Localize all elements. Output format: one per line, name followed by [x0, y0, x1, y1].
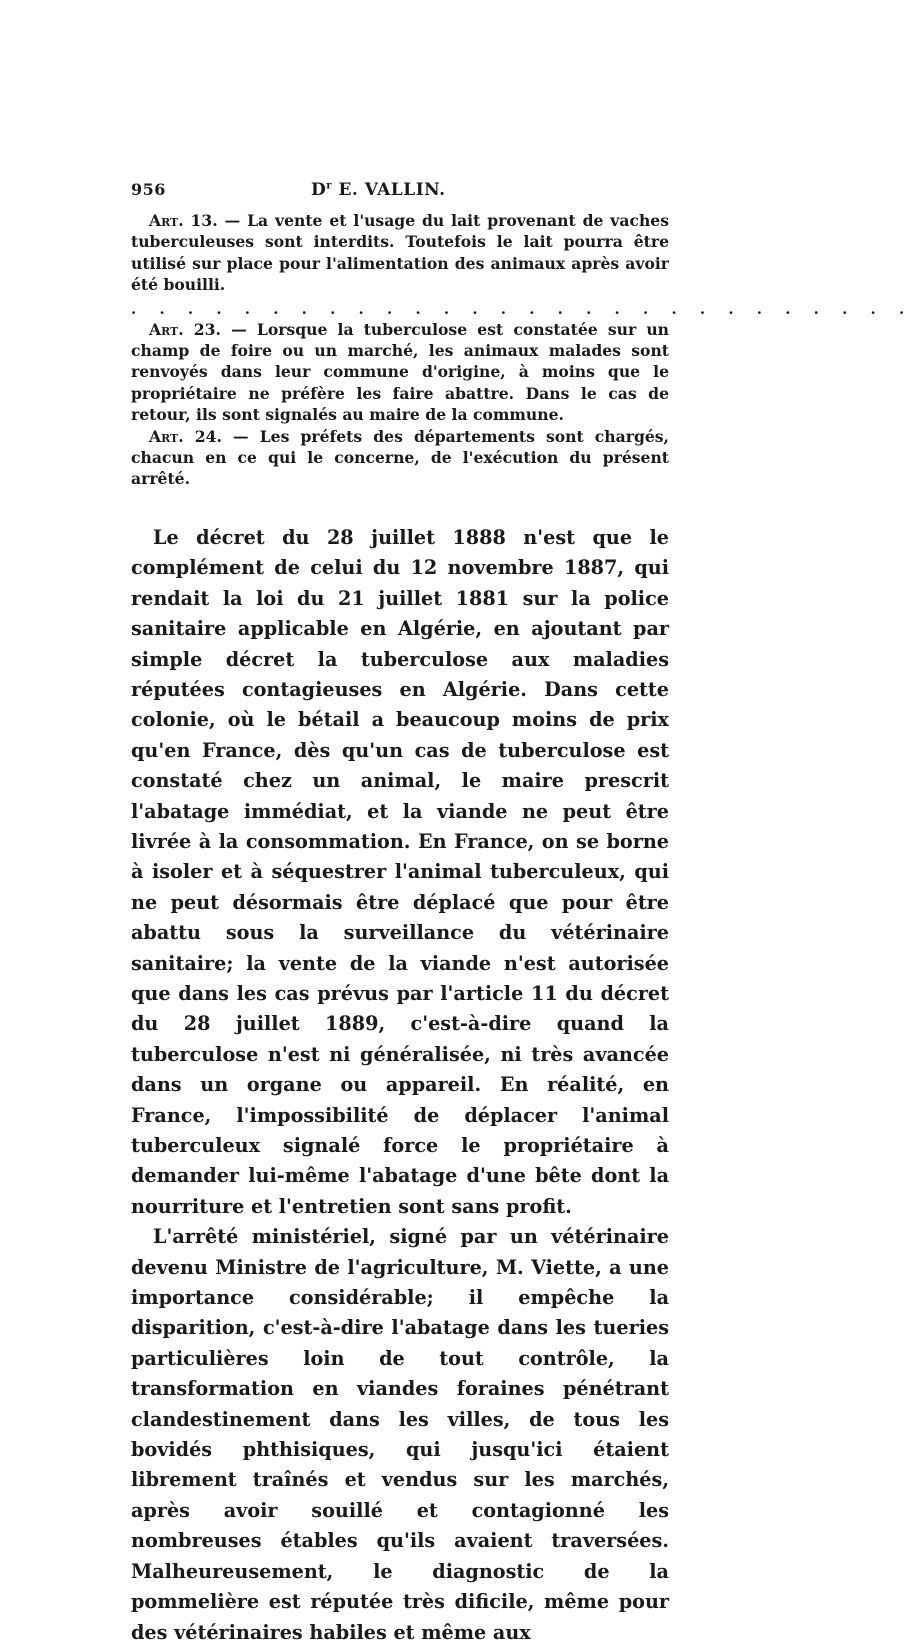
article-text: — La vente et l'usage du lait provenant de vaches tuberculeuses sont interdits. Toutefois le lait pourra être utilisé sur place pour l'alimentation des animaux après avoir été bouilli. [131, 211, 669, 295]
article-23 [131, 319, 669, 426]
article-label: Art. 24. [149, 426, 222, 446]
author-prefix: D [311, 180, 327, 200]
article-label: Art. 13. [149, 211, 218, 230]
ellipsis-line: . . . . . . . . . . . . . . . . . . . . . . . . . . . . [131, 299, 913, 318]
running-head-author [311, 180, 669, 200]
running-header [131, 180, 669, 210]
page [131, 180, 913, 1648]
body-text [131, 523, 669, 1648]
quoted-articles [131, 210, 913, 490]
author-sup: r [326, 180, 333, 192]
article-text: — Lorsque la tuberculose est constatée sur un champ de foire ou un marché, les animaux malades sont renvoyés dans leur commune d'origine, à moins que le propriétaire ne préfère les faire abattre. Dans le cas de retour, ils sont signalés au maire de la commune. [131, 319, 669, 425]
author-name: E. VALLIN. [338, 180, 446, 200]
article-13 [131, 210, 669, 296]
article-text: — Les préfets des départements sont chargés, chacun en ce qui le concerne, de l'exécution du présent arrêté. [131, 426, 669, 489]
paragraph: Le décret du 28 juillet 1888 n'est que le complément de celui du 12 novembre 1887, qui rendait la loi du 21 juillet 1881 sur la police sanitaire applicable en Algérie, en ajoutant par simple décret la tuberculose aux maladies réputées contagieuses en Algérie. Dans cette colonie, où le bétail a beaucoup moins de prix qu'en France, dès qu'un cas de tuberculose est constaté chez un animal, le maire prescrit l'abatage immédiat, et la viande ne peut être livrée à la consommation. En France, on se borne à isoler et à séquestrer l'animal tuberculeux, qui ne peut désormais être déplacé que pour être abattu sous la surveillance du vétérinaire sanitaire; la vente de la viande n'est autorisée que dans les cas prévus par l'article 11 du décret du 28 juillet 1889, c'est-à-dire quand la tuberculose n'est ni généralisée, ni très avancée dans un organe ou appareil. En réalité, en France, l'impossibilité de déplacer l'animal tuberculeux signalé force le propriétaire à demander lui-même l'abatage d'une bête dont la nourriture et l'entretien sont sans profit. [131, 525, 669, 1218]
page-number: 956 [131, 180, 166, 199]
paragraph: L'arrêté ministériel, signé par un vétérinaire devenu Ministre de l'agriculture, M. Viette, a une importance considérable; il empêche la disparition, c'est-à-dire l'abatage dans les tueries particulières loin de tout contrôle, la transformation en viandes foraines pénétrant clandestinement dans les villes, de tous les bovidés phthisiques, qui jusqu'ici étaient librement traînés et vendus sur les marchés, après avoir souillé et contagionné les nombreuses étables qu'ils avaient traversées. Malheureusement, le diagnostic de la pommelière est réputée très dificile, même pour des vétérinaires habiles et même aux [131, 1225, 669, 1644]
article-label: Art. 23. [149, 319, 221, 339]
article-24 [131, 426, 669, 490]
